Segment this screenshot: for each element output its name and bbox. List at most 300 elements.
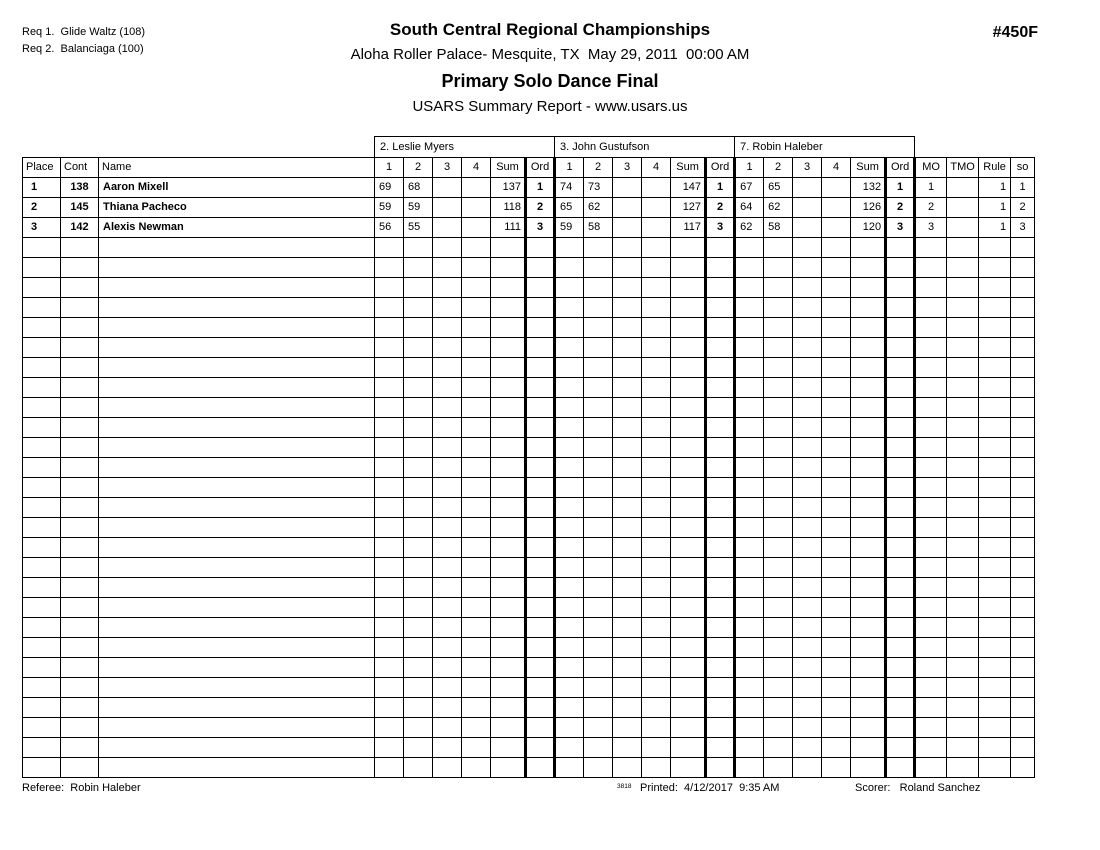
s-cell [764,258,793,278]
s-cell [735,298,764,318]
ord-cell [886,418,915,438]
s-cell [642,358,671,378]
score-cell [793,178,822,198]
col-header-name: Name [99,158,375,178]
cont-cell [61,758,99,778]
rule-cell [979,478,1011,498]
sum-cell [491,418,526,438]
mo-cell [915,638,947,658]
s-cell [462,418,491,438]
so-cell [1011,678,1035,698]
s-cell [642,278,671,298]
tmo-cell [947,338,979,358]
s-cell [822,458,851,478]
s-cell [735,538,764,558]
s-cell [822,358,851,378]
s-cell [822,598,851,618]
sum-cell [851,598,886,618]
s-cell [404,618,433,638]
tmo-cell [947,358,979,378]
s-cell [555,338,584,358]
place-cell [23,538,61,558]
s-cell [433,238,462,258]
cont-cell [61,438,99,458]
s-cell [462,718,491,738]
sum-cell [671,578,706,598]
score-cell: 55 [404,218,433,238]
s-cell [462,698,491,718]
mo-cell [915,318,947,338]
score-cell [822,218,851,238]
s-cell [375,298,404,318]
result-row [23,218,1035,238]
s-cell [735,718,764,738]
empty-row [23,758,1035,778]
s-cell [822,298,851,318]
s-cell [735,278,764,298]
s-cell [584,578,613,598]
s-cell [764,498,793,518]
s-cell [555,238,584,258]
place-cell [23,438,61,458]
rule-cell [979,698,1011,718]
ord-cell [526,558,555,578]
s-cell [555,398,584,418]
s-cell [613,258,642,278]
s-cell [613,318,642,338]
ord-cell [886,698,915,718]
s-cell [822,718,851,738]
rule-cell [979,738,1011,758]
s-cell [822,398,851,418]
venue-date-line: Aloha Roller Palace- Mesquite, TX May 29, 2011 00:00 AM [350,46,750,63]
s-cell [375,538,404,558]
ord-cell [886,318,915,338]
ord-cell [886,598,915,618]
s-cell [735,338,764,358]
s-cell [793,738,822,758]
sum-cell [491,338,526,358]
s-cell [404,338,433,358]
sum-cell [851,738,886,758]
ord-cell [706,598,735,618]
col-header-score: 1 [555,158,584,178]
s-cell [462,498,491,518]
ord-cell [886,558,915,578]
name-cell [99,418,375,438]
s-cell [642,658,671,678]
mo-cell [915,598,947,618]
sum-cell [491,238,526,258]
name-cell [99,658,375,678]
s-cell [555,618,584,638]
sum-cell [491,678,526,698]
s-cell [793,478,822,498]
s-cell [462,238,491,258]
s-cell [555,598,584,618]
sum-cell [851,378,886,398]
s-cell [613,478,642,498]
ord-cell: 3 [706,218,735,238]
ord-cell [886,738,915,758]
score-cell [462,178,491,198]
sum-cell [851,318,886,338]
sum-cell: 111 [491,218,526,238]
judge-row-spacer [23,137,375,158]
s-cell [462,678,491,698]
s-cell [584,378,613,398]
mo-cell [915,738,947,758]
s-cell [555,738,584,758]
score-cell [613,178,642,198]
col-header-so: so [1011,158,1035,178]
name-cell [99,698,375,718]
sum-cell [671,738,706,758]
place-cell [23,278,61,298]
s-cell [613,678,642,698]
s-cell [613,518,642,538]
name-cell: Thiana Pacheco [99,198,375,218]
col-header-rule: Rule [979,158,1011,178]
score-cell: 56 [375,218,404,238]
ord-cell [526,618,555,638]
sum-cell [491,658,526,678]
s-cell [375,718,404,738]
s-cell [613,658,642,678]
so-cell [1011,298,1035,318]
s-cell [764,278,793,298]
s-cell [584,678,613,698]
so-cell [1011,558,1035,578]
name-cell: Aaron Mixell [99,178,375,198]
cont-cell [61,678,99,698]
tmo-cell [947,718,979,738]
col-header-score: 2 [764,158,793,178]
col-header-mo: MO [915,158,947,178]
ord-cell: 1 [886,178,915,198]
s-cell [793,278,822,298]
cont-cell: 145 [61,198,99,218]
s-cell [433,298,462,318]
s-cell [433,258,462,278]
cont-cell [61,618,99,638]
score-cell: 62 [735,218,764,238]
cont-cell [61,238,99,258]
so-cell [1011,358,1035,378]
col-header-score: 4 [642,158,671,178]
place-cell [23,258,61,278]
s-cell [642,698,671,718]
col-header-score: 3 [613,158,642,178]
so-cell [1011,318,1035,338]
ord-cell [886,678,915,698]
s-cell [735,598,764,618]
ord-cell [526,458,555,478]
name-cell [99,678,375,698]
score-cell: 58 [764,218,793,238]
empty-row [23,658,1035,678]
s-cell [764,758,793,778]
s-cell [433,338,462,358]
empty-row [23,638,1035,658]
s-cell [584,458,613,478]
s-cell [793,598,822,618]
so-cell [1011,578,1035,598]
s-cell [822,638,851,658]
s-cell [584,558,613,578]
sum-cell [491,558,526,578]
sum-cell: 120 [851,218,886,238]
sum-cell [851,238,886,258]
name-cell [99,258,375,278]
s-cell [613,458,642,478]
mo-cell [915,398,947,418]
score-cell: 62 [584,198,613,218]
s-cell [793,378,822,398]
s-cell [462,738,491,758]
s-cell [764,718,793,738]
empty-row [23,518,1035,538]
name-cell [99,618,375,638]
name-cell [99,638,375,658]
score-cell: 68 [404,178,433,198]
sum-cell [491,258,526,278]
s-cell [584,278,613,298]
s-cell [642,538,671,558]
name-cell [99,498,375,518]
s-cell [555,278,584,298]
ord-cell [526,478,555,498]
score-cell [433,218,462,238]
s-cell [584,438,613,458]
s-cell [462,518,491,538]
tmo-cell [947,538,979,558]
cont-cell [61,318,99,338]
s-cell [404,578,433,598]
mo-cell [915,498,947,518]
sum-cell [671,658,706,678]
s-cell [613,578,642,598]
s-cell [404,758,433,778]
rule-cell [979,658,1011,678]
s-cell [584,318,613,338]
score-cell [613,198,642,218]
ord-cell [886,538,915,558]
s-cell [375,758,404,778]
score-cell: 69 [375,178,404,198]
name-cell [99,378,375,398]
ord-cell [706,658,735,678]
tmo-cell [947,278,979,298]
s-cell [462,338,491,358]
s-cell [822,658,851,678]
ord-cell [886,638,915,658]
s-cell [822,378,851,398]
s-cell [584,338,613,358]
sum-cell [491,758,526,778]
s-cell [793,538,822,558]
mo-cell [915,298,947,318]
col-header-sum: Sum [491,158,526,178]
s-cell [555,658,584,678]
sum-cell [671,318,706,338]
score-cell [433,198,462,218]
mo-cell [915,578,947,598]
so-cell [1011,258,1035,278]
sum-cell [491,538,526,558]
s-cell [375,698,404,718]
ord-cell [706,758,735,778]
s-cell [555,518,584,538]
sum-cell [671,638,706,658]
scorer-line: Scorer: Roland Sanchez [855,782,981,794]
s-cell [822,258,851,278]
tmo-cell [947,318,979,338]
s-cell [793,518,822,538]
sum-cell: 117 [671,218,706,238]
s-cell [404,518,433,538]
sum-cell [851,538,886,558]
ord-cell [706,638,735,658]
ord-cell [526,438,555,458]
rule-cell [979,538,1011,558]
sum-cell [671,378,706,398]
ord-cell [706,358,735,378]
s-cell [735,258,764,278]
cont-cell [61,738,99,758]
s-cell [735,458,764,478]
s-cell [642,238,671,258]
s-cell [404,638,433,658]
s-cell [584,398,613,418]
sum-cell [851,298,886,318]
place-cell [23,758,61,778]
s-cell [735,378,764,398]
empty-row [23,538,1035,558]
so-cell: 2 [1011,198,1035,218]
col-header-ord: Ord [706,158,735,178]
s-cell [462,358,491,378]
sum-cell [851,698,886,718]
s-cell [555,318,584,338]
sum-cell [851,638,886,658]
ord-cell [886,398,915,418]
place-cell [23,498,61,518]
s-cell [613,398,642,418]
cont-cell [61,338,99,358]
place-cell [23,318,61,338]
name-cell [99,438,375,458]
mo-cell [915,458,947,478]
place-cell [23,678,61,698]
cont-cell [61,638,99,658]
ord-cell [706,278,735,298]
s-cell [764,238,793,258]
s-cell [613,698,642,718]
s-cell [433,438,462,458]
s-cell [375,438,404,458]
sum-cell [851,438,886,458]
tmo-cell [947,698,979,718]
s-cell [555,638,584,658]
s-cell [613,558,642,578]
score-cell [462,198,491,218]
ord-cell [706,498,735,518]
ord-cell [526,318,555,338]
sum-cell [491,298,526,318]
so-cell [1011,738,1035,758]
s-cell [555,678,584,698]
s-cell [793,418,822,438]
ord-cell [886,438,915,458]
cont-cell [61,478,99,498]
score-cell [793,218,822,238]
ord-cell [706,518,735,538]
mo-cell [915,538,947,558]
score-cell [433,178,462,198]
s-cell [462,278,491,298]
ord-cell [706,258,735,278]
so-cell [1011,378,1035,398]
score-cell [793,198,822,218]
s-cell [584,658,613,678]
so-cell [1011,418,1035,438]
s-cell [764,618,793,638]
sum-cell [671,258,706,278]
ord-cell [886,658,915,678]
rule-cell [979,398,1011,418]
ord-cell [526,238,555,258]
empty-row [23,678,1035,698]
sum-cell: 118 [491,198,526,218]
s-cell [793,318,822,338]
s-cell [764,338,793,358]
sum-cell [851,398,886,418]
score-cell: 65 [764,178,793,198]
col-header-score: 2 [404,158,433,178]
place-cell [23,718,61,738]
s-cell [462,398,491,418]
s-cell [735,738,764,758]
s-cell [735,678,764,698]
s-cell [735,498,764,518]
s-cell [433,658,462,678]
ord-cell [526,758,555,778]
s-cell [375,498,404,518]
s-cell [793,298,822,318]
s-cell [375,478,404,498]
col-header-score: 3 [793,158,822,178]
s-cell [584,518,613,538]
s-cell [462,298,491,318]
s-cell [822,678,851,698]
s-cell [642,398,671,418]
place-cell: 2 [23,198,61,218]
rule-cell [979,418,1011,438]
req-line-1: Req 1. Glide Waltz (108) [22,26,146,38]
mo-cell [915,438,947,458]
score-cell: 59 [555,218,584,238]
ord-cell [526,718,555,738]
cont-cell [61,498,99,518]
tmo-cell [947,178,979,198]
score-cell [822,178,851,198]
s-cell [555,258,584,278]
s-cell [375,258,404,278]
s-cell [433,358,462,378]
s-cell [584,618,613,638]
tmo-cell [947,598,979,618]
